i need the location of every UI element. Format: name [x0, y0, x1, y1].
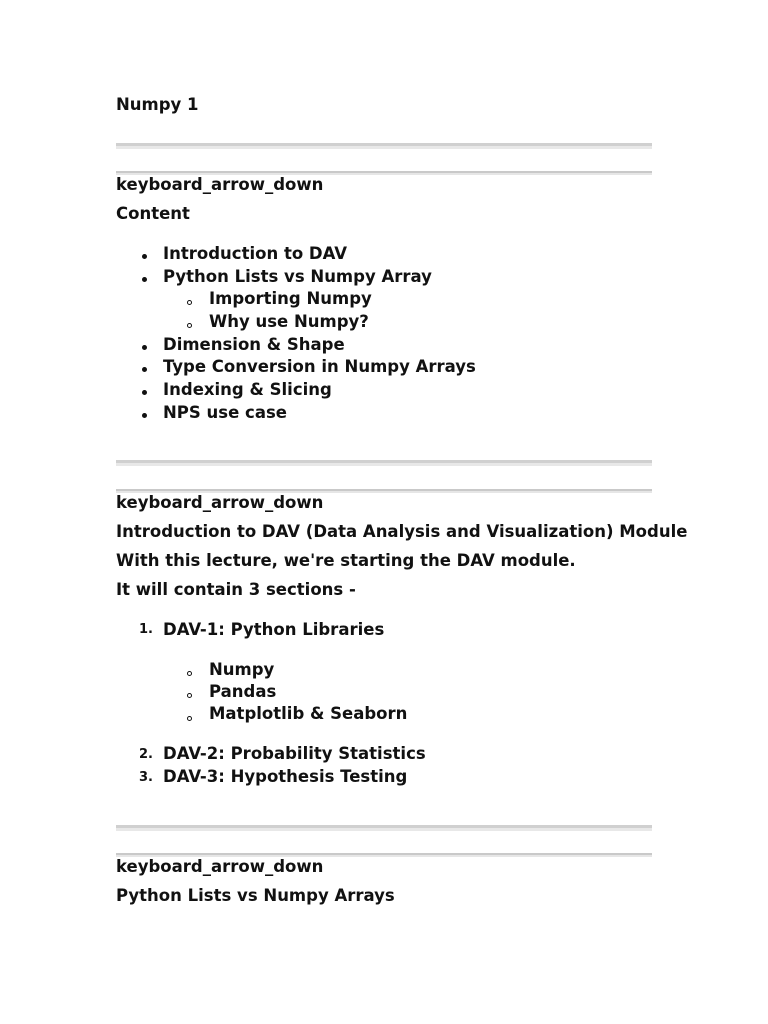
- circle-bullet-icon: [187, 671, 192, 676]
- list-item: Dimension & Shape: [163, 335, 345, 354]
- list-number: 2.: [139, 747, 153, 762]
- sub-list-item: Matplotlib & Seaborn: [209, 704, 408, 723]
- divider: [116, 460, 652, 466]
- circle-bullet-icon: [187, 693, 192, 698]
- list-number: 1.: [139, 622, 153, 637]
- bullet-icon: [142, 277, 147, 282]
- sub-list-item: Pandas: [209, 682, 277, 701]
- list-item: Type Conversion in Numpy Arrays: [163, 357, 476, 376]
- paragraph: With this lecture, we're starting the DAV module.: [116, 551, 576, 570]
- circle-bullet-icon: [187, 716, 192, 721]
- bullet-icon: [142, 413, 147, 418]
- list-item: DAV-3: Hypothesis Testing: [163, 767, 408, 786]
- bullet-icon: [142, 345, 147, 350]
- list-item: DAV-2: Probability Statistics: [163, 744, 426, 763]
- sub-list-item: Why use Numpy?: [209, 312, 369, 331]
- section-heading-lists-vs-arrays: Python Lists vs Numpy Arrays: [116, 886, 395, 905]
- circle-bullet-icon: [187, 300, 192, 305]
- bullet-icon: [142, 367, 147, 372]
- section-heading-content: Content: [116, 204, 190, 223]
- list-item: Introduction to DAV: [163, 244, 348, 263]
- collapse-toggle-lists-vs-arrays[interactable]: keyboard_arrow_down: [116, 857, 324, 876]
- list-number: 3.: [139, 770, 153, 785]
- divider: [116, 825, 652, 831]
- list-item: NPS use case: [163, 403, 287, 422]
- list-item: DAV-1: Python Libraries: [163, 620, 385, 639]
- sub-list-item: Importing Numpy: [209, 289, 372, 308]
- bullet-icon: [142, 254, 147, 259]
- sub-list-item: Numpy: [209, 660, 275, 679]
- section-heading-intro: Introduction to DAV (Data Analysis and Visualization) Module: [116, 522, 688, 541]
- circle-bullet-icon: [187, 323, 192, 328]
- collapse-toggle-intro[interactable]: keyboard_arrow_down: [116, 493, 324, 512]
- bullet-icon: [142, 390, 147, 395]
- collapse-toggle-content[interactable]: keyboard_arrow_down: [116, 175, 324, 194]
- page-title: Numpy 1: [116, 95, 199, 114]
- divider: [116, 143, 652, 149]
- paragraph: It will contain 3 sections -: [116, 580, 356, 599]
- list-item: Python Lists vs Numpy Array: [163, 267, 432, 286]
- list-item: Indexing & Slicing: [163, 380, 332, 399]
